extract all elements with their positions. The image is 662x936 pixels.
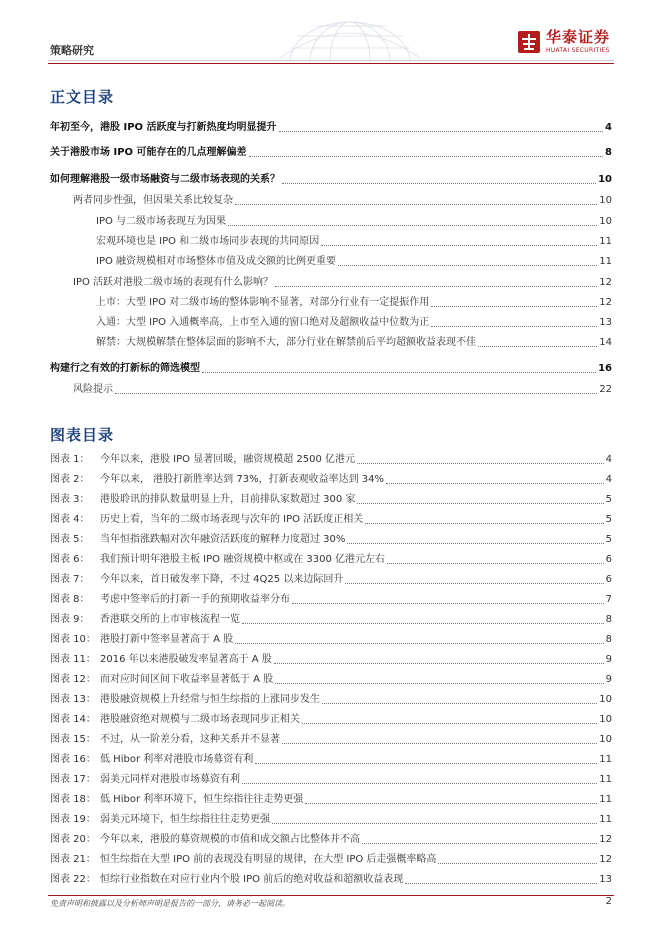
figure-text: 历史上看，当年的二级市场表现与次年的 IPO 活跃度正相关 — [100, 514, 364, 525]
figure-label: 图表 3： — [50, 494, 90, 505]
figure-label: 图表 5： — [50, 534, 90, 545]
figure-entry[interactable] — [50, 793, 612, 807]
toc-entry-page: 12 — [599, 297, 612, 308]
toc-leader-dots — [431, 305, 597, 307]
toc-entry[interactable] — [96, 235, 612, 249]
figure-leader-dots — [292, 602, 604, 604]
figure-text: 低 Hibor 利率对港股市场募资有利 — [100, 754, 254, 765]
toc-title: 正文目录 — [50, 88, 115, 106]
toc-entry-text: 入通：大型 IPO 入通概率高，上市至入通的窗口绝对及超额收益中位数为正 — [96, 317, 430, 328]
toc-entry-page: 10 — [599, 216, 612, 227]
toc-leader-dots — [321, 244, 597, 246]
figure-page: 8 — [605, 614, 612, 625]
figure-entry[interactable] — [50, 533, 612, 547]
figure-leader-dots — [255, 762, 597, 764]
figure-label: 图表 15： — [50, 734, 96, 745]
figure-leader-dots — [387, 562, 604, 564]
figure-text: 2016 年以来港股破发率显著高于 A 股 — [100, 654, 272, 665]
toc-leader-dots — [202, 371, 596, 373]
figure-text: 今年以来，港股 IPO 显著回暖，融资规模超 2500 亿港元 — [100, 454, 356, 465]
toc-entry[interactable] — [50, 121, 612, 135]
figure-entry[interactable] — [50, 833, 612, 847]
toc-entry-page: 14 — [599, 337, 612, 348]
toc-entry[interactable] — [96, 316, 612, 330]
figure-label: 图表 13： — [50, 694, 96, 705]
figure-entry[interactable] — [50, 573, 612, 587]
figure-leader-dots — [405, 882, 597, 884]
figure-page: 7 — [605, 594, 612, 605]
figure-page: 10 — [599, 734, 612, 745]
toc-leader-dots — [338, 264, 597, 266]
figure-text: 今年以来，首日破发率下降，不过 4Q25 以来边际回升 — [100, 574, 344, 585]
figure-page: 5 — [605, 494, 612, 505]
figure-label: 图表 1： — [50, 454, 90, 465]
toc-entry-text: IPO 融资规模相对市场整体市值及成交额的比例更重要 — [96, 256, 337, 267]
figure-entry[interactable] — [50, 593, 612, 607]
toc-leader-dots — [431, 325, 597, 327]
figure-entry[interactable] — [50, 633, 612, 647]
figure-entry[interactable] — [50, 553, 612, 567]
huatai-logo — [518, 30, 610, 54]
toc-entry-text: 关于港股市场 IPO 可能存在的几点理解偏差 — [50, 147, 247, 158]
figure-entry[interactable] — [50, 473, 612, 487]
logo-chinese-name: 华泰证券 — [545, 28, 610, 46]
toc-entry-text: 年初至今，港股 IPO 活跃度与打新热度均明显提升 — [50, 122, 277, 133]
figure-page: 4 — [605, 474, 612, 485]
toc-entry[interactable] — [96, 296, 612, 310]
toc-leader-dots — [478, 345, 597, 347]
figure-page: 11 — [599, 794, 612, 805]
figure-entry[interactable] — [50, 673, 612, 687]
figure-leader-dots — [305, 802, 597, 804]
figure-leader-dots — [302, 722, 597, 724]
figure-entry[interactable] — [50, 853, 612, 867]
figure-page: 10 — [599, 714, 612, 725]
toc-entry-text: 如何理解港股一级市场融资与二级市场表现的关系？ — [50, 174, 280, 185]
toc-entry-page: 12 — [599, 277, 612, 288]
figure-page: 11 — [599, 814, 612, 825]
figure-label: 图表 9： — [50, 614, 90, 625]
figure-text: 当年恒指涨跌幅对次年融资活跃度的解释力度超过 30% — [100, 534, 346, 545]
figure-label: 图表 7： — [50, 574, 90, 585]
toc-leader-dots — [235, 203, 597, 205]
figure-text: 港股聆讯的排队数量明显上升，目前排队家数超过 300 家 — [100, 494, 356, 505]
toc-entry-page: 16 — [598, 363, 612, 374]
figure-label: 图表 17： — [50, 774, 96, 785]
figure-page: 11 — [599, 774, 612, 785]
figure-label: 图表 12： — [50, 674, 96, 685]
figure-entry[interactable] — [50, 493, 612, 507]
figure-leader-dots — [272, 822, 597, 824]
footer-disclaimer: 免责声明和披露以及分析师声明是报告的一部分，请务必一起阅读。 — [50, 899, 290, 908]
toc-entry[interactable] — [50, 173, 612, 187]
figure-text: 港股融资绝对规模与二级市场表现同步正相关 — [100, 714, 300, 725]
figure-leader-dots — [362, 842, 597, 844]
figure-label: 图表 8： — [50, 594, 90, 605]
figure-leader-dots — [322, 702, 597, 704]
figure-label: 图表 21： — [50, 854, 96, 865]
toc-entry[interactable] — [73, 383, 612, 397]
figure-label: 图表 19： — [50, 814, 96, 825]
figure-page: 13 — [599, 874, 612, 885]
figure-page: 11 — [599, 754, 612, 765]
figure-entry[interactable] — [50, 653, 612, 667]
footer-divider — [48, 895, 614, 896]
figure-entry[interactable] — [50, 773, 612, 787]
figure-label: 图表 6： — [50, 554, 90, 565]
figure-label: 图表 10： — [50, 634, 96, 645]
figure-text: 弱美元同样对港股市场募资有利 — [100, 774, 240, 785]
figure-leader-dots — [275, 682, 603, 684]
toc-entry[interactable] — [73, 194, 612, 208]
figure-page: 10 — [599, 694, 612, 705]
figure-entry[interactable] — [50, 713, 612, 727]
figure-text: 考虑中签率后的打新一手的预期收益率分布 — [100, 594, 290, 605]
header-accent-divider — [48, 63, 614, 64]
toc-entry[interactable] — [50, 146, 612, 160]
figure-page: 9 — [605, 654, 612, 665]
toc-entry[interactable] — [73, 276, 612, 290]
toc-leader-dots — [282, 182, 596, 184]
figure-page: 12 — [599, 834, 612, 845]
toc-entry[interactable] — [96, 255, 612, 269]
figure-leader-dots — [282, 742, 597, 744]
figure-entry[interactable] — [50, 613, 612, 627]
toc-entry-page: 11 — [599, 256, 612, 267]
header-section-label: 策略研究 — [50, 44, 94, 57]
figure-entry[interactable] — [50, 813, 612, 827]
figure-entry[interactable] — [50, 873, 612, 887]
figure-text: 而对应时间区间下收益率显著低于 A 股 — [100, 674, 274, 685]
figure-entry[interactable] — [50, 733, 612, 747]
figure-text: 香港联交所的上市审核流程一览 — [100, 614, 240, 625]
figure-leader-dots — [235, 642, 603, 644]
figure-page: 4 — [605, 454, 612, 465]
figure-leader-dots — [242, 622, 604, 624]
toc-leader-dots — [115, 392, 597, 394]
toc-entry-page: 11 — [599, 236, 612, 247]
toc-entry-page: 22 — [599, 384, 612, 395]
toc-entry-text: 两者同步性强，但因果关系比较复杂 — [73, 195, 233, 206]
toc-entry[interactable] — [50, 362, 612, 376]
figure-page: 9 — [605, 674, 612, 685]
header-divider — [48, 60, 614, 61]
toc-leader-dots — [279, 130, 604, 132]
toc-entry-text: IPO 活跃对港股二级市场的表现有什么影响？ — [73, 277, 274, 288]
logo-english-name: HUATAI SECURITIES — [545, 47, 610, 54]
toc-entry-text: 上市：大型 IPO 对二级市场的整体影响不显著，对部分行业有一定提振作用 — [96, 297, 430, 308]
toc-entry-page: 13 — [599, 317, 612, 328]
figure-leader-dots — [357, 502, 603, 504]
huatai-logo-mark-icon — [518, 31, 540, 53]
figure-leader-dots — [357, 462, 604, 464]
toc-entry-page: 8 — [605, 147, 612, 158]
toc-entry-text: IPO 与二级市场表现互为因果 — [96, 216, 227, 227]
figure-page: 12 — [599, 854, 612, 865]
figure-label: 图表 16： — [50, 754, 96, 765]
figure-leader-dots — [347, 542, 603, 544]
figure-page: 8 — [605, 634, 612, 645]
figure-list-title: 图表目录 — [50, 426, 115, 444]
figure-text: 弱美元环境下，恒生综指往往走势更强 — [100, 814, 270, 825]
figure-page: 5 — [605, 514, 612, 525]
figure-leader-dots — [242, 782, 597, 784]
globe-watermark-icon — [275, 18, 425, 62]
figure-entry[interactable] — [50, 753, 612, 767]
figure-entry[interactable] — [50, 693, 612, 707]
figure-text: 不过，从一阶差分看，这种关系并不显著 — [100, 734, 280, 745]
figure-label: 图表 4： — [50, 514, 90, 525]
toc-entry-text: 解禁：大规模解禁在整体层面的影响不大，部分行业在解禁前后平均超额收益表现不佳 — [96, 337, 476, 348]
figure-page: 6 — [605, 554, 612, 565]
figure-text: 今年以来， 港股打新胜率达到 73%，打新表观收益率达到 34% — [100, 474, 384, 485]
figure-text: 港股融资规模上升经常与恒生综指的上涨同步发生 — [100, 694, 320, 705]
figure-entry[interactable] — [50, 513, 612, 527]
toc-entry-page: 4 — [605, 122, 612, 133]
figure-label: 图表 14： — [50, 714, 96, 725]
figure-page: 6 — [605, 574, 612, 585]
figure-label: 图表 18： — [50, 794, 96, 805]
figure-label: 图表 20： — [50, 834, 96, 845]
figure-text: 港股打新中签率显著高于 A 股 — [100, 634, 234, 645]
figure-text: 恒生综指在大型 IPO 前的表现没有明显的规律，在大型 IPO 后走强概率略高 — [100, 854, 437, 865]
toc-entry-page: 10 — [598, 174, 612, 185]
figure-leader-dots — [438, 862, 597, 864]
toc-entry-text: 宏观环境也是 IPO 和二级市场同步表现的共同原因 — [96, 236, 320, 247]
toc-leader-dots — [249, 155, 604, 157]
figure-page: 5 — [605, 534, 612, 545]
toc-entry-page: 10 — [599, 195, 612, 206]
toc-entry-text: 风险提示 — [73, 384, 113, 395]
figure-label: 图表 22： — [50, 874, 96, 885]
figure-text: 恒综行业指数在对应行业内个股 IPO 前后的绝对收益和超额收益表现 — [100, 874, 404, 885]
figure-label: 图表 11： — [50, 654, 96, 665]
figure-text: 我们预计明年港股主板 IPO 融资规模中枢或在 3300 亿港元左右 — [100, 554, 386, 565]
toc-entry-text: 构建行之有效的打新标的筛选模型 — [50, 363, 200, 374]
figure-text: 今年以来，港股的募资规模的市值和成交额占比整体并不高 — [100, 834, 360, 845]
figure-text: 低 Hibor 利率环境下，恒生综指往往走势更强 — [100, 794, 304, 805]
figure-entry[interactable] — [50, 453, 612, 467]
toc-entry[interactable] — [96, 215, 612, 229]
toc-entry[interactable] — [96, 336, 612, 350]
toc-leader-dots — [275, 285, 597, 287]
figure-leader-dots — [274, 662, 604, 664]
page-number: 2 — [605, 896, 612, 907]
figure-leader-dots — [365, 522, 603, 524]
figure-leader-dots — [386, 482, 604, 484]
figure-leader-dots — [345, 582, 603, 584]
toc-leader-dots — [228, 224, 597, 226]
figure-label: 图表 2： — [50, 474, 90, 485]
